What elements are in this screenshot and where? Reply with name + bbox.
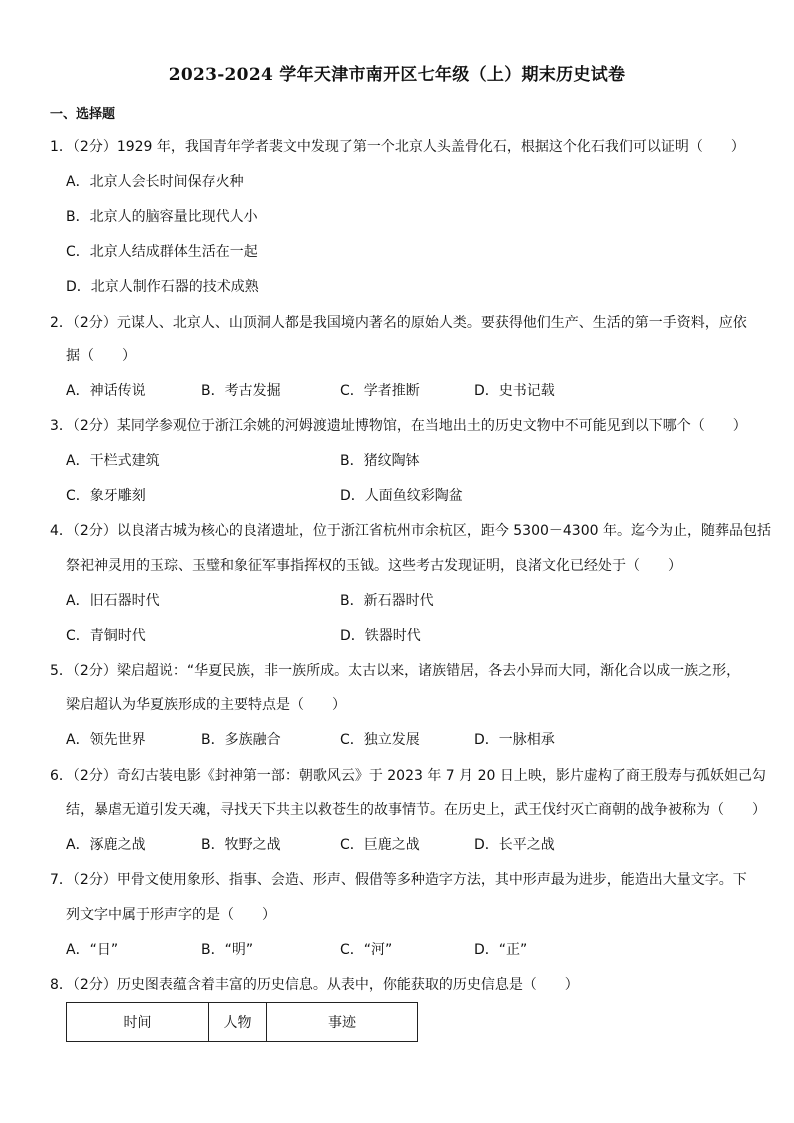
question-2-text: 2．（2分）元谋人、北京人、山顶洞人都是我国境内著名的原始人类。要获得他们生产、生活的第一手资料，应依 — [50, 315, 747, 331]
question-5-text-cont: 梁启超认为华夏族形成的主要特点是（ ） — [66, 697, 346, 713]
q7-option-d: D．“正” — [474, 942, 528, 958]
question-5-text: 5．（2分）梁启超说：“华夏民族，非一族所成。太古以来，诸族错居，各去小异而大同，渐化合以成一族之形， — [50, 663, 741, 679]
table-header-cell: 人物 — [209, 1003, 267, 1042]
q7-option-b: B．“明” — [201, 942, 254, 958]
question-6-text: 6．（2分）奇幻古装电影《封神第一部：朝歌风云》于 2023 年 7 月 20 日上映，影片虚构了商王殷寿与孤妖妲己勾 — [50, 768, 766, 784]
table-header-row — [67, 1003, 418, 1042]
q2-option-a: A．神话传说 — [66, 383, 146, 399]
q7-option-a: A．“日” — [66, 942, 119, 958]
question-4-text-cont: 祭祀神灵用的玉琮、玉璧和象征军事指挥权的玉钺。这些考古发现证明，良渚文化已经处于（ ） — [66, 558, 682, 574]
q5-option-d: D．一脉相承 — [474, 732, 555, 748]
q4-option-a: A．旧石器时代 — [66, 593, 160, 609]
q5-option-c: C．独立发展 — [340, 732, 420, 748]
question-7-text: 7．（2分）甲骨文使用象形、指事、会造、形声、假借等多种造字方法，其中形声最为进步，能造出大量文字。下 — [50, 872, 747, 888]
q8-table — [66, 1002, 418, 1042]
question-6-text-cont: 结，暴虐无道引发天魂，寻找天下共主以救苍生的故事情节。在历史上，武王伐纣灭亡商朝的战争被称为（ ） — [66, 802, 766, 818]
q7-option-c: C．“河” — [340, 942, 393, 958]
q1-option-b: B．北京人的脑容量比现代人小 — [66, 209, 258, 225]
question-4-text: 4．（2分）以良渚古城为核心的良渚遗址，位于浙江省杭州市余杭区，距今 5300－4300 年。迄今为止，随葬品包括 — [50, 523, 771, 539]
q5-option-a: A．领先世界 — [66, 732, 146, 748]
question-1-text: 1．（2分）1929 年，我国青年学者裴文中发现了第一个北京人头盖骨化石，根据这个化石我们可以证明（ ） — [50, 139, 745, 155]
q4-option-c: C．青铜时代 — [66, 628, 146, 644]
q1-option-d: D．北京人制作石器的技术成熟 — [66, 279, 259, 295]
question-7-text-cont: 列文字中属于形声字的是（ ） — [66, 907, 276, 923]
question-3-text: 3．（2分）某同学参观位于浙江余姚的河姆渡遗址博物馆，在当地出土的历史文物中不可能见到以下哪个（ ） — [50, 418, 747, 434]
question-8-text: 8．（2分）历史图表蕴含着丰富的历史信息。从表中，你能获取的历史信息是（ ） — [50, 977, 579, 993]
q4-option-d: D．铁器时代 — [340, 628, 421, 644]
q3-option-d: D．人面鱼纹彩陶盆 — [340, 488, 463, 504]
q2-option-d: D．史书记载 — [474, 383, 555, 399]
q1-option-a: A．北京人会长时间保存火种 — [66, 174, 244, 190]
q6-option-d: D．长平之战 — [474, 837, 555, 853]
q6-option-b: B．牧野之战 — [201, 837, 281, 853]
q2-option-b: B．考古发掘 — [201, 383, 281, 399]
q4-option-b: B．新石器时代 — [340, 593, 434, 609]
q2-option-c: C．学者推断 — [340, 383, 420, 399]
q3-option-c: C．象牙雕刻 — [66, 488, 146, 504]
table-header-cell: 事迹 — [267, 1003, 418, 1042]
q5-option-b: B．多族融合 — [201, 732, 281, 748]
question-2-text-cont: 据（ ） — [66, 348, 136, 364]
q3-option-a: A．干栏式建筑 — [66, 453, 160, 469]
page-title: 2023-2024 学年天津市南开区七年级（上）期末历史试卷 — [168, 65, 626, 85]
q1-option-c: C．北京人结成群体生活在一起 — [66, 244, 258, 260]
table-header-cell: 时间 — [67, 1003, 209, 1042]
section-heading: 一、选择题 — [50, 107, 116, 122]
q6-option-c: C．巨鹿之战 — [340, 837, 420, 853]
q3-option-b: B．猪纹陶钵 — [340, 453, 420, 469]
q6-option-a: A．涿鹿之战 — [66, 837, 146, 853]
